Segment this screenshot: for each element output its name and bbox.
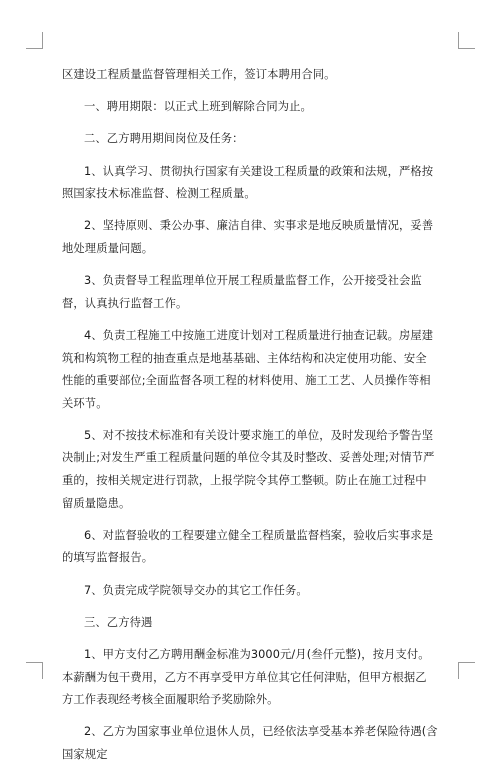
paragraph: 5、对不按技术标准和有关设计要求施工的单位，及时发现给予警告坚决制止;对发生严重工程质量问题的单位令其及时整改、妥善处理;对情节严重的，按相关规定进行罚款，上报学院令其停工整顿。防止在施工过程中留质量隐患。 <box>62 428 435 510</box>
paragraph: 1、认真学习、贯彻执行国家有关建设工程质量的政策和法规，严格按照国家技术标准监督、检测工程质量。 <box>62 164 434 201</box>
paragraph: 4、负责工程施工中按施工进度计划对工程质量进行抽查记载。房屋建筑和构筑物工程的抽查重点是地基基础、主体结构和决定使用功能、安全性能的重要部位;全面监督各项工程的材料使用、施工工艺、人员操作等相关环节。 <box>62 328 434 410</box>
document-body <box>62 64 438 776</box>
paragraph: 二、乙方聘用期间岗位及任务： <box>84 132 244 146</box>
crop-mark-bottom-left <box>26 662 43 679</box>
crop-mark-top-left <box>26 32 43 49</box>
paragraph: 6、对监督验收的工程要建立健全工程质量监督档案，验收后实事求是的填写监督报告。 <box>62 528 434 565</box>
paragraph: 2、坚持原则、秉公办事、廉洁自律、实事求是地反映质量情况，妥善地处理质量问题。 <box>62 219 434 255</box>
paragraph: 1、甲方支付乙方聘用酬金标准为3000元/月(叁仟元整)，按月支付。本薪酬为包干费用，乙方不再享受甲方单位其它任何津贴，但甲方根据乙方工作表现经考核全面履职给予奖励除外。 <box>62 648 430 707</box>
paragraph: 3、负责督导工程监理单位开展工程质量监督工作，公开接受社会监督，认真执行监督工作。 <box>62 274 422 310</box>
crop-mark-top-right <box>458 32 475 49</box>
paragraph: 一、聘用期限：以正式上班到解除合同为止。 <box>84 100 312 114</box>
paragraph: 2、乙方为国家事业单位退休人员，已经依法享受基本养老保险待遇(含国家规定 <box>62 725 438 761</box>
paragraph: 三、乙方待遇 <box>84 615 153 629</box>
crop-mark-bottom-right <box>458 662 475 679</box>
paragraph: 区建设工程质量监督管理相关工作，签订本聘用合同。 <box>62 68 336 81</box>
paragraph: 7、负责完成学院领导交办的其它工作任务。 <box>84 583 308 597</box>
